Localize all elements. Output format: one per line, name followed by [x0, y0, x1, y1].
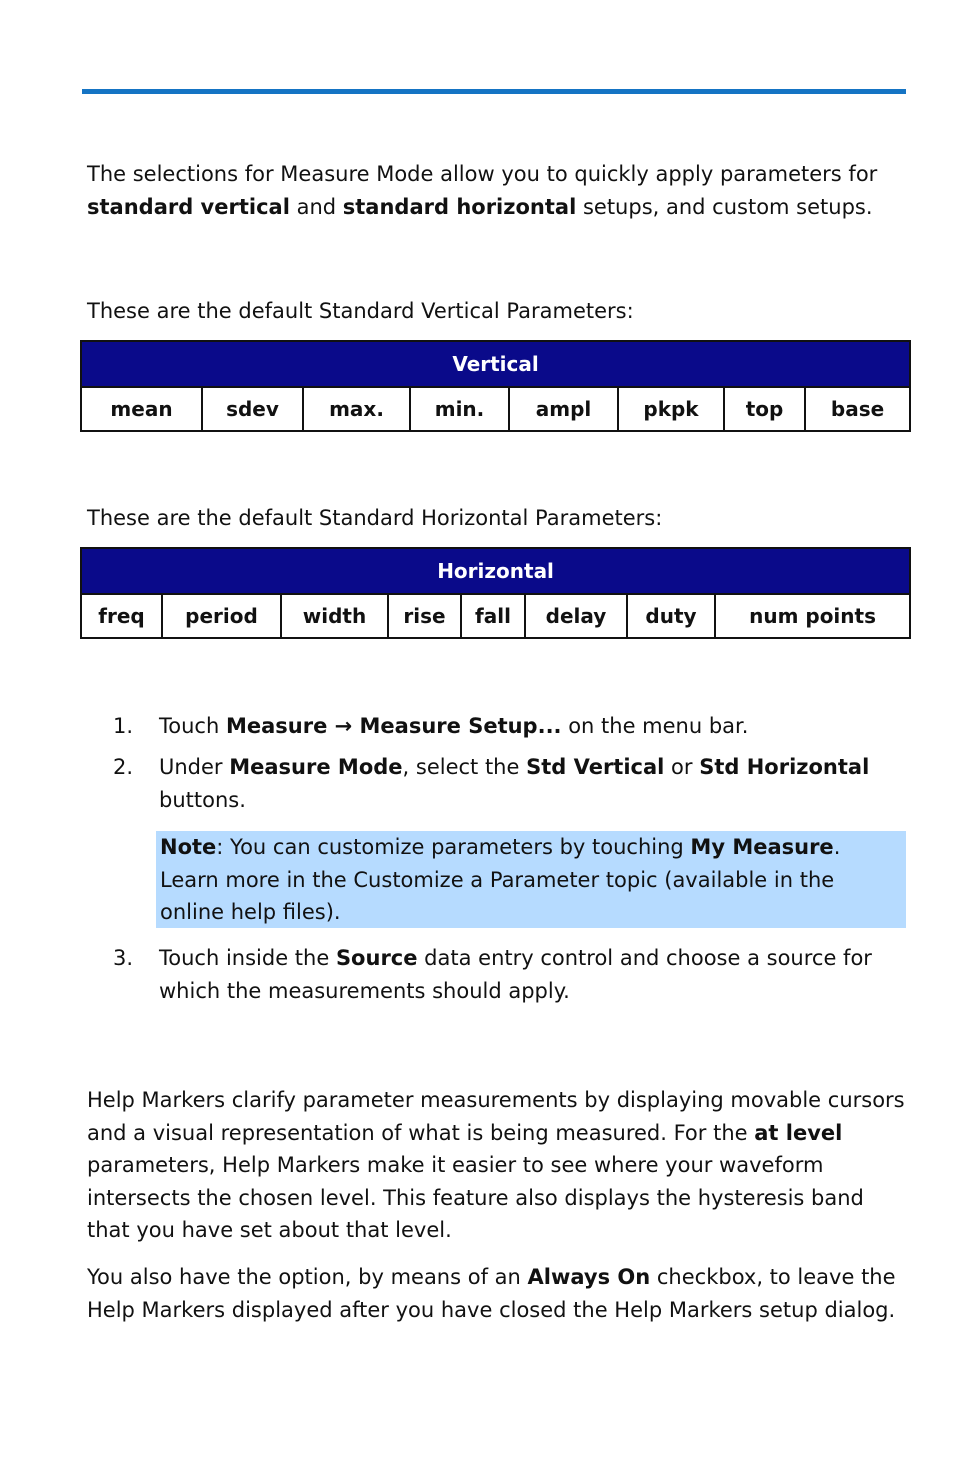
horizontal-params-table	[80, 547, 911, 639]
vertical-param-cell: base	[805, 387, 910, 431]
horizontal-param-cell: period	[162, 594, 281, 638]
header-rule	[82, 89, 906, 94]
step-number: 1.	[113, 714, 134, 738]
vertical-params-intro: These are the default Standard Vertical Parameters:	[87, 299, 634, 323]
note-text: Note: You can customize parameters by touching My Measure. Learn more in the Customize a Parameter topic (available in the online help files).	[160, 835, 841, 924]
note-box	[156, 831, 906, 928]
vertical-params-table	[80, 340, 911, 432]
intro-paragraph: The selections for Measure Mode allow you to quickly apply parameters for standard vertical and standard horizontal setups, and custom setups.	[87, 162, 878, 219]
step-number: 2.	[113, 755, 134, 779]
vertical-table-header: Vertical	[81, 341, 910, 387]
vertical-param-cell: sdev	[202, 387, 303, 431]
horizontal-param-cell: num points	[715, 594, 910, 638]
always-on-paragraph: You also have the option, by means of an Always On checkbox, to leave the Help Markers displayed after you have closed the Help Markers setup dialog.	[87, 1265, 896, 1322]
step-text: Under Measure Mode, select the Std Vertical or Std Horizontal buttons.	[159, 755, 870, 812]
vertical-param-cell: top	[724, 387, 805, 431]
step-text: Touch inside the Source data entry control and choose a source for which the measurements should apply.	[159, 946, 872, 1003]
vertical-param-cell: max.	[303, 387, 410, 431]
horizontal-param-cell: width	[281, 594, 388, 638]
vertical-param-cell: mean	[81, 387, 202, 431]
step-number: 3.	[113, 946, 134, 970]
horizontal-table-header: Horizontal	[81, 548, 910, 594]
horizontal-param-cell: fall	[461, 594, 525, 638]
help-markers-paragraph: Help Markers clarify parameter measurements by displaying movable cursors and a visual representation of what is being measured. For the at level parameters, Help Markers make it easier to see where your waveform intersects the chosen level. This feature also displays the hysteresis band that you have set about that level.	[87, 1088, 905, 1242]
horizontal-param-cell: delay	[525, 594, 627, 638]
horizontal-param-cell: freq	[81, 594, 162, 638]
horizontal-params-intro: These are the default Standard Horizontal Parameters:	[87, 506, 663, 530]
vertical-param-cell: ampl	[509, 387, 618, 431]
vertical-param-cell: min.	[410, 387, 509, 431]
vertical-param-cell: pkpk	[618, 387, 724, 431]
horizontal-param-cell: rise	[388, 594, 461, 638]
horizontal-param-cell: duty	[627, 594, 715, 638]
step-text: Touch Measure → Measure Setup... on the menu bar.	[159, 714, 749, 738]
